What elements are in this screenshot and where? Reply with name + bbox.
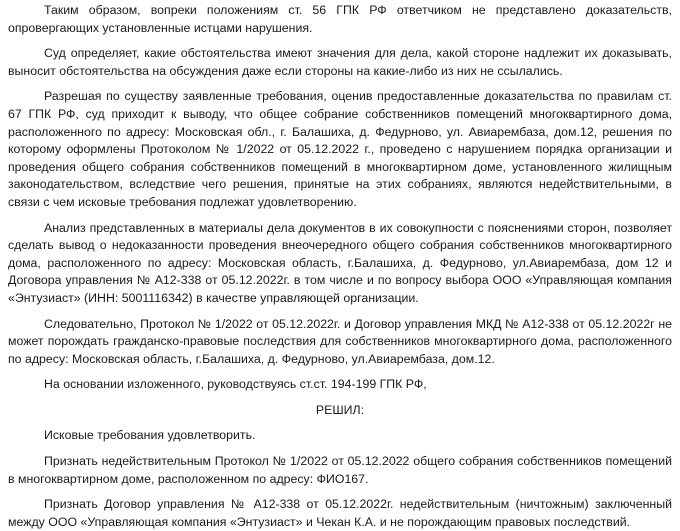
- paragraph-2: Суд определяет, какие обстоятельства имеют значения для дела, какой стороне надлежит их доказывать, выносит обстоятельства на обсуждения даже если стороны на какие-либо из них не ссылались.: [8, 46, 672, 78]
- paragraph-4: Анализ представленных в материалы дела документов в их совокупности с пояснениями сторон, позволяет сделать вывод о недоказанности проведения внеочередного общего собрания собственников многоквартирного дома, расположенного по адресу: Московская область, г.Балашиха, д. Федурново, ул.Авиарембаза, дом 12 и Договора управления № А12-338 от 05.12.2022г. в том числе и по вопросу выбора ООО «Управляющая компания «Энтузиаст» (ИНН: 5001116342) в качестве управляющей организации.: [8, 220, 672, 305]
- resolution-item-2: Признать недействительным Протокол № 1/2022 от 05.12.2022 общего собрания собственников помещений в многоквартирном доме, расположенном по адресу: ФИО167.: [8, 454, 672, 486]
- resolution-item-1: Исковые требования удовлетворить.: [44, 428, 256, 443]
- paragraph-3: Разрешая по существу заявленные требования, оценив предоставленные доказательства по правилам ст. 67 ГПК РФ, суд приходит к выводу, что общее собрание собственников помещений многоквартирного дома, расположенного по адресу: Московская обл., г. Балашиха, д. Федурново, ул. Авиарембаза, дом.12, решения по которому оформлены Протоколом № 1/2022 от 05.12.2022 г., проведено с нарушением порядка организации и проведения общего собрания собственников помещений в многоквартирном доме, установленного жилищным законодательством, вследствие чего решения, принятые на этих собраниях, являются недействительными, в связи с чем исковые требования подлежат удовлетворению.: [8, 89, 672, 209]
- paragraph-5: Следовательно, Протокол № 1/2022 от 05.12.2022г. и Договор управления МКД № А12-338 от 05.12.2022г не может порождать гражданско-правовые последствия для собственников многоквартирного дома, расположенного по адресу: Московская область, г.Балашиха, д. Федурново, ул.Авиарембаза, дом.12.: [8, 316, 672, 366]
- paragraph-1: Таким образом, вопреки положениям ст. 56 ГПК РФ ответчиком не представлено доказательств, опровергающих установленные истцами нарушения.: [8, 3, 672, 35]
- resolution-item-3: Признать Договор управления № А12-338 от 05.12.2022г. недействительным (ничтожным) заключенный между ООО «Управляющая компания «Энтузиаст» и Чекан К.А. и не порождающим правовых последствий.: [8, 497, 672, 529]
- decision-heading: РЕШИЛ:: [315, 402, 365, 417]
- paragraph-6: На основании изложенного, руководствуясь ст.ст. 194-199 ГПК РФ,: [44, 377, 427, 392]
